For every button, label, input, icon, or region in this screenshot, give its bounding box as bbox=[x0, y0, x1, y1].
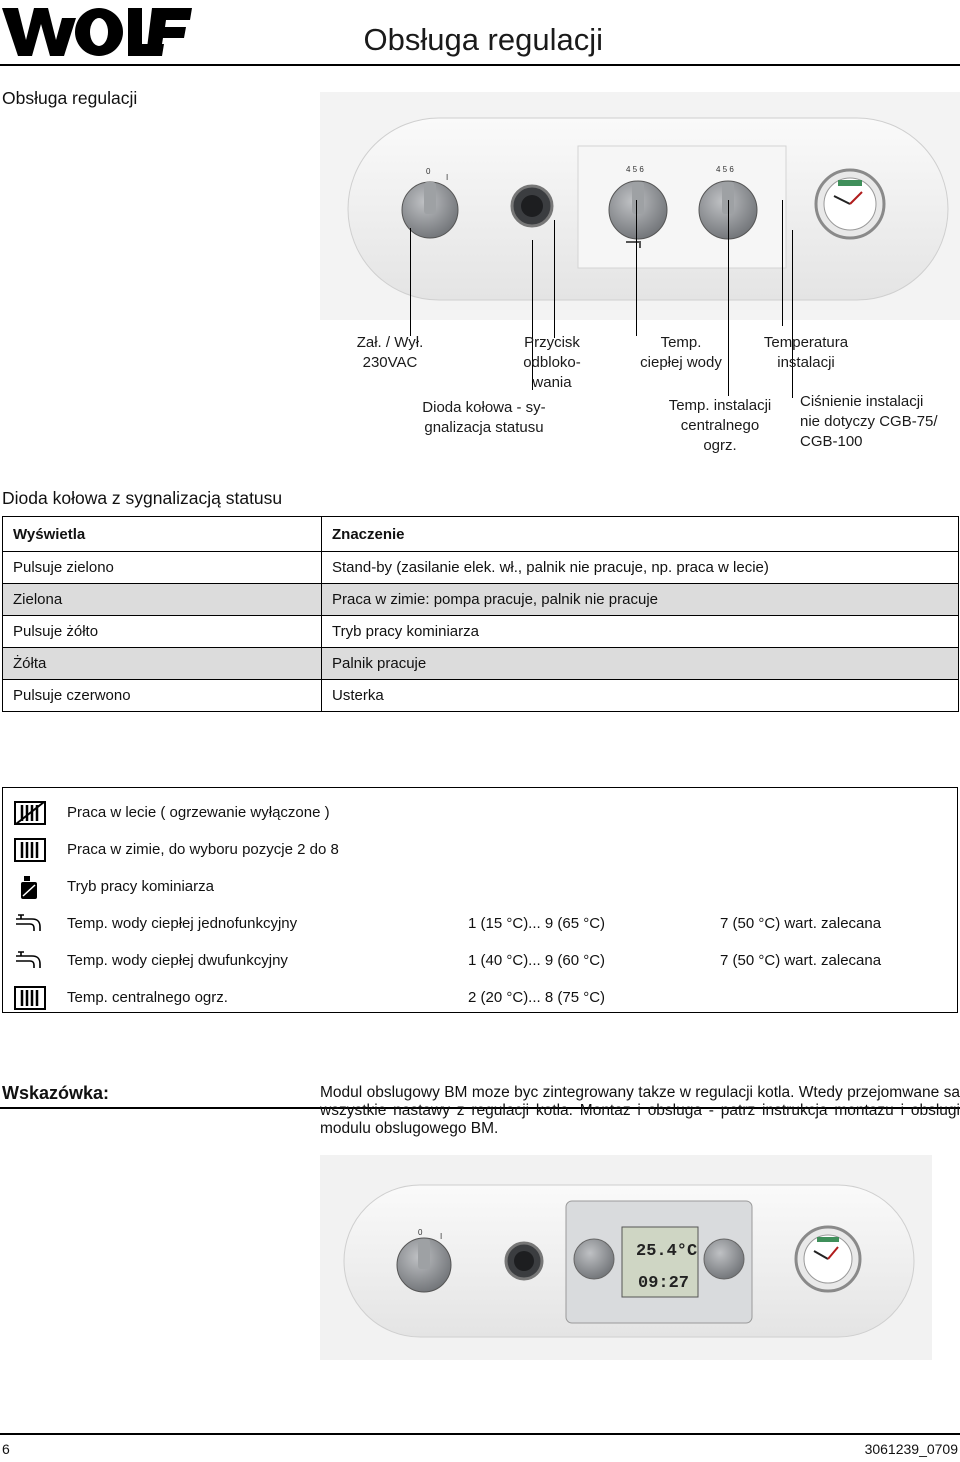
table-row bbox=[3, 680, 959, 712]
column-header: Wyświetla bbox=[3, 517, 322, 552]
list-item bbox=[3, 831, 957, 868]
table-cell: Stand-by (zasilanie elek. wł., palnik nie pracuje, np. praca w lecie) bbox=[322, 552, 959, 584]
label-hot-water-temp: Temp. ciepłej wody bbox=[640, 334, 722, 371]
list-item bbox=[3, 905, 957, 942]
table-cell: Pulsuje żółto bbox=[3, 616, 322, 648]
table-cell: Pulsuje zielono bbox=[3, 552, 322, 584]
list-item bbox=[3, 794, 957, 831]
header-rule bbox=[0, 64, 960, 66]
svg-text:4 5 6: 4 5 6 bbox=[716, 165, 734, 174]
hint-text: Modul obslugowy BM moze byc zintegrowany takze w regulacji kotla. Wtedy przejomwane sa wszystkie nastawy z regulacji kotla. Montaz i obsluga - patrz instrukcja montazu i obslugi modulu obslugowego BM. bbox=[320, 1084, 960, 1137]
table-row bbox=[3, 552, 959, 584]
svg-text:0: 0 bbox=[418, 1228, 423, 1237]
table-cell: Praca w zimie: pompa pracuje, palnik nie pracuje bbox=[322, 584, 959, 616]
status-table bbox=[2, 516, 959, 712]
faucet-icon bbox=[13, 911, 47, 937]
label-pressure: Ciśnienie instalacji nie dotyczy CGB-75/ CGB-100 bbox=[800, 393, 938, 450]
mode-label: Tryb pracy kominiarza bbox=[67, 878, 214, 895]
operating-modes-box bbox=[2, 787, 958, 1013]
logo-mark bbox=[2, 8, 192, 56]
mode-label: Temp. wody ciepłej dwufunkcyjny bbox=[67, 952, 288, 969]
control-panel-bm-photo bbox=[320, 1155, 932, 1360]
label-heating-temp: Temp. instalacji centralnego ogrz. bbox=[668, 397, 772, 454]
display-temp: 25.4°C bbox=[636, 1242, 698, 1261]
mode-label: Temp. centralnego ogrz. bbox=[67, 989, 228, 1006]
table-cell: Żółta bbox=[3, 648, 322, 680]
mode-note: 7 (50 °C) wart. zalecana bbox=[720, 952, 882, 969]
svg-text:4 5 6: 4 5 6 bbox=[626, 165, 644, 174]
svg-text:I: I bbox=[440, 1232, 443, 1241]
table-row bbox=[3, 616, 959, 648]
mode-range: 1 (40 °C)... 9 (60 °C) bbox=[468, 952, 606, 969]
document-number: 3061239_0709 bbox=[864, 1441, 958, 1457]
list-item bbox=[3, 868, 957, 905]
footer-rule bbox=[0, 1433, 960, 1435]
wolf-logo bbox=[2, 6, 192, 58]
label-system-temp: Temperatura instalacji bbox=[763, 334, 849, 371]
display-time: 09:27 bbox=[638, 1274, 690, 1293]
table-row bbox=[3, 648, 959, 680]
table-cell: Usterka bbox=[322, 680, 959, 712]
table-row bbox=[3, 584, 959, 616]
label-status-led: Dioda kołowa - sy- gnalizacja statusu bbox=[422, 399, 546, 436]
leader-hot-water bbox=[636, 200, 637, 336]
radiator-icon bbox=[13, 837, 47, 863]
svg-text:0: 0 bbox=[426, 167, 431, 176]
section-title: Obsługa regulacji bbox=[2, 88, 138, 108]
radiator-icon bbox=[13, 985, 47, 1011]
table-cell: Palnik pracuje bbox=[322, 648, 959, 680]
list-item bbox=[3, 979, 957, 1016]
leader-system-temp bbox=[782, 200, 783, 326]
page-number: 6 bbox=[2, 1441, 10, 1457]
mode-label: Temp. wody ciepłej jednofunkcyjny bbox=[67, 915, 298, 932]
mode-range: 1 (15 °C)... 9 (65 °C) bbox=[468, 915, 606, 932]
mode-label: Praca w zimie, do wyboru pozycje 2 do 8 bbox=[67, 841, 339, 858]
chimney-sweep-icon bbox=[13, 874, 47, 900]
page-title: Obsługa regulacji bbox=[363, 22, 603, 57]
hint-label: Wskazówka: bbox=[2, 1083, 110, 1103]
column-header: Znaczenie bbox=[322, 517, 959, 552]
table-cell: Zielona bbox=[3, 584, 322, 616]
leader-unlock bbox=[554, 220, 555, 338]
mode-range: 2 (20 °C)... 8 (75 °C) bbox=[468, 989, 606, 1006]
control-panel-photo bbox=[320, 92, 960, 320]
faucet-icon bbox=[13, 948, 47, 974]
table-cell: Pulsuje czerwono bbox=[3, 680, 322, 712]
radiator-crossed-icon bbox=[13, 800, 47, 826]
leader-power bbox=[410, 228, 411, 336]
table-header-row bbox=[3, 517, 959, 552]
list-item bbox=[3, 942, 957, 979]
mode-label: Praca w lecie ( ogrzewanie wyłączone ) bbox=[67, 804, 330, 821]
label-unlock-button: Przycisk odbloko- wania bbox=[523, 334, 581, 391]
svg-text:I: I bbox=[446, 173, 449, 182]
label-power-switch: Zał. / Wył. 230VAC bbox=[356, 334, 424, 371]
mode-note: 7 (50 °C) wart. zalecana bbox=[720, 915, 882, 932]
status-section-title: Dioda kołowa z sygnalizacją statusu bbox=[2, 488, 283, 508]
table-cell: Tryb pracy kominiarza bbox=[322, 616, 959, 648]
